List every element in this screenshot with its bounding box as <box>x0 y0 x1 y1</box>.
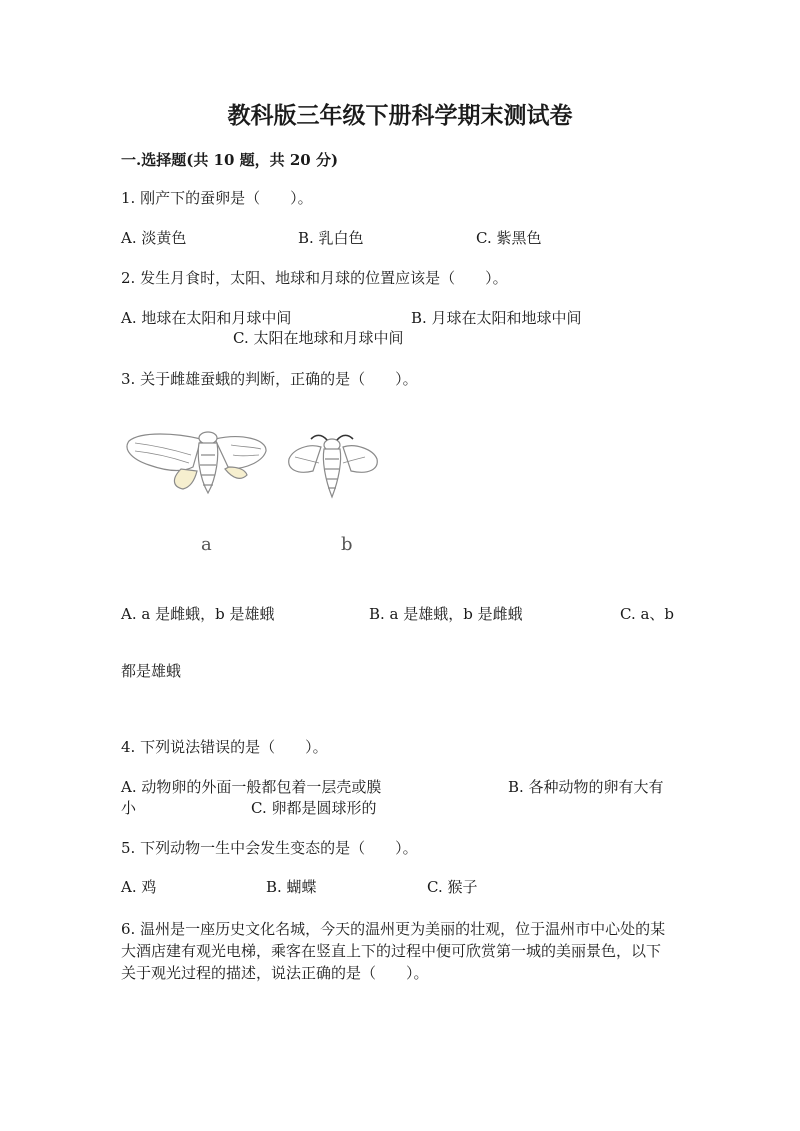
question-2-option-c: C. 太阳在地球和月球中间 <box>233 329 404 347</box>
figure-label-a: a <box>201 534 212 555</box>
moth-a-drawing <box>127 432 266 493</box>
question-2-option-a: A. 地球在太阳和月球中间 <box>121 309 292 327</box>
question-4-option-a: A. 动物卵的外面一般都包着一层壳或膜 <box>121 778 382 796</box>
question-4-option-b-continued: 小 <box>121 799 137 817</box>
question-1-option-c: C. 紫黑色 <box>476 229 542 247</box>
question-3-option-c: C. a、b <box>620 605 675 623</box>
question-2-stem: 2. 发生月食时，太阳、地球和月球的位置应该是（ ）。 <box>121 269 508 287</box>
question-3-option-b: B. a 是雄蛾，b 是雌蛾 <box>369 605 523 623</box>
figure-label-b: b <box>341 534 353 555</box>
question-5-option-b: B. 蝴蝶 <box>266 878 317 896</box>
question-1-stem: 1. 刚产下的蚕卵是（ ）。 <box>121 189 313 207</box>
question-4-option-c: C. 卵都是圆球形的 <box>251 799 377 817</box>
question-3-option-c-continued: 都是雄蛾 <box>121 662 182 680</box>
question-5-option-a: A. 鸡 <box>121 878 157 896</box>
question-3-option-a: A. a 是雌蛾，b 是雄蛾 <box>121 605 275 623</box>
question-1-option-a: A. 淡黄色 <box>121 229 187 247</box>
question-5-option-c: C. 猴子 <box>427 878 478 896</box>
section-heading: 一.选择题(共 10 题，共 20 分) <box>121 151 339 169</box>
question-1-option-b: B. 乳白色 <box>298 229 364 247</box>
question-5-stem: 5. 下列动物一生中会发生变态的是（ ）。 <box>121 839 418 857</box>
question-4-stem: 4. 下列说法错误的是（ ）。 <box>121 738 328 756</box>
question-3-stem: 3. 关于雌雄蚕蛾的判断，正确的是（ ）。 <box>121 370 418 388</box>
question-4-option-b: B. 各种动物的卵有大有 <box>508 778 664 796</box>
page-title: 教科版三年级下册科学期末测试卷 <box>227 102 573 129</box>
moth-b-drawing <box>289 435 378 497</box>
question-2-option-b: B. 月球在太阳和地球中间 <box>411 309 582 327</box>
question-6-stem: 6. 温州是一座历史文化名城，今天的温州更为美丽的壮观，位于温州市中心处的某大酒店建有观光电梯，乘客在竖直上下的过程中便可欣赏第一城的美丽景色，以下关于观光过程的描述，说法正确的是（ ）。 <box>121 920 666 982</box>
